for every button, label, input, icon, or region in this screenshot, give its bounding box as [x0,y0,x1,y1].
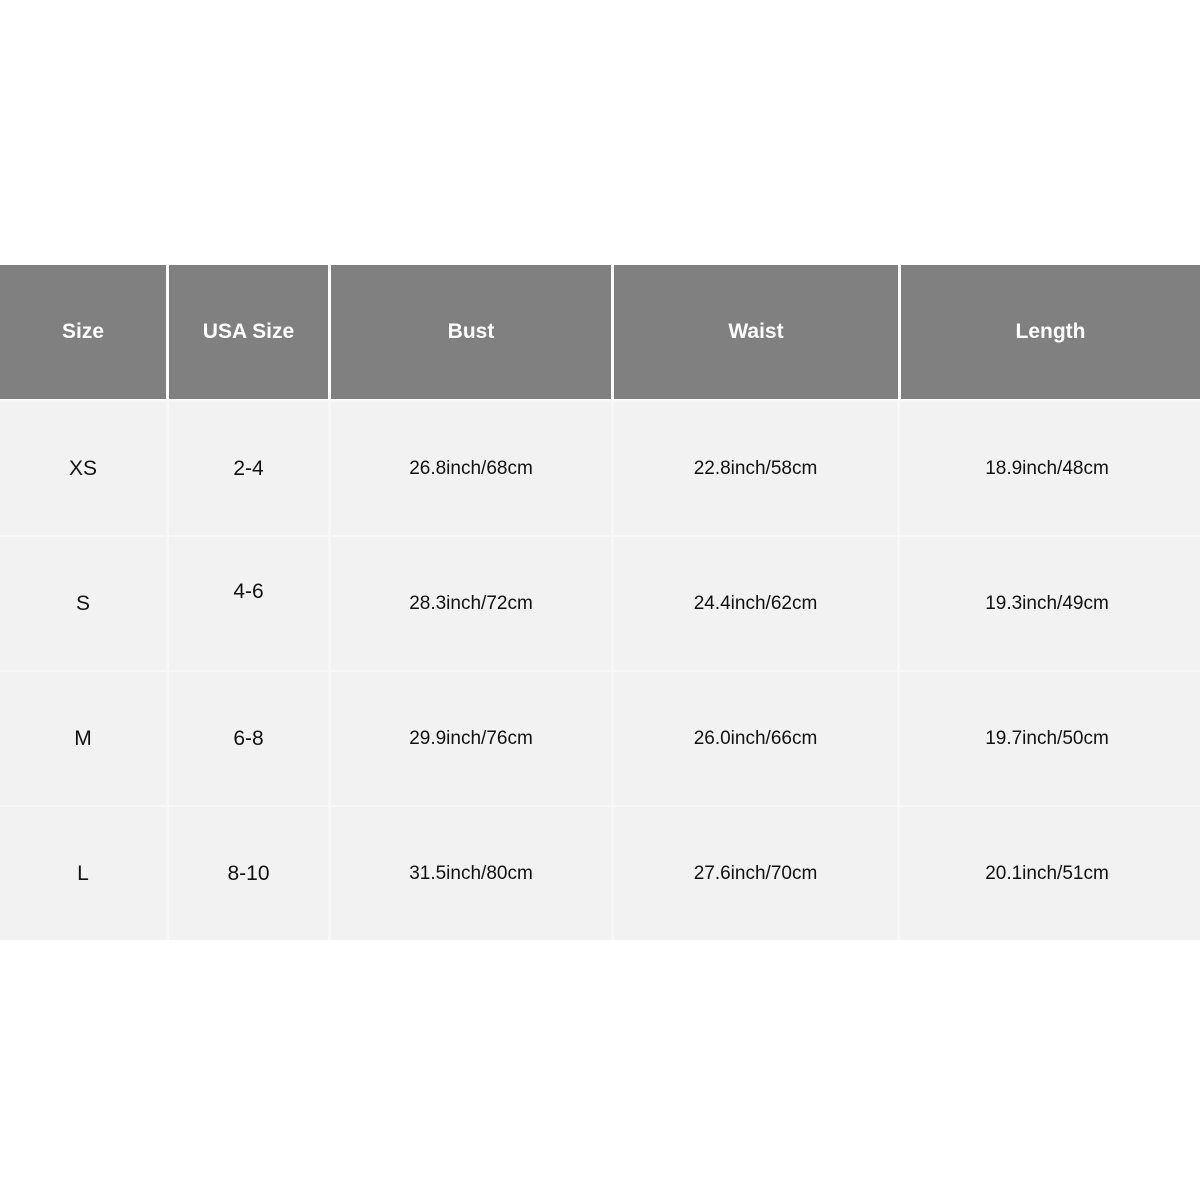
waist-cell [611,672,897,805]
waist-value: 27.6inch/70cm [693,862,818,884]
bust-value: 28.3inch/72cm [409,592,533,614]
table-row [0,805,1200,940]
waist-cell [611,537,897,670]
table-row [0,400,1200,535]
size-value: S [75,591,90,615]
usa-size-cell [166,672,328,805]
size-value: L [77,861,89,885]
waist-value: 24.4inch/62cm [693,592,818,614]
usa-size-value: 8-10 [227,861,270,885]
column-header-usa-size: USA Size [169,265,328,399]
length-cell [897,672,1194,805]
length-cell [897,537,1194,670]
length-value: 18.9inch/48cm [985,457,1109,479]
waist-cell [611,402,897,535]
size-cell [0,807,166,940]
column-header-waist: Waist [614,265,898,399]
bust-value: 31.5inch/80cm [409,862,533,884]
length-value: 20.1inch/51cm [985,862,1109,884]
bust-cell [328,672,611,805]
bust-cell [328,807,611,940]
length-value: 19.3inch/49cm [985,592,1109,614]
length-value: 19.7inch/50cm [985,727,1109,749]
size-cell [0,672,166,805]
usa-size-value: 2-4 [233,456,264,480]
bust-cell [328,402,611,535]
bust-cell [328,537,611,670]
size-cell [0,402,166,535]
bust-value: 29.9inch/76cm [409,727,533,749]
bust-value: 26.8inch/68cm [409,457,533,479]
usa-size-cell [166,807,328,940]
table-row [0,670,1200,805]
length-cell [897,807,1194,940]
size-value: XS [68,456,97,480]
size-chart-table [0,263,1200,940]
usa-size-value: 4-6 [233,579,264,603]
size-cell [0,537,166,670]
waist-cell [611,807,897,940]
usa-size-cell [166,402,328,535]
column-header-bust: Bust [331,265,611,399]
size-value: M [74,726,92,750]
usa-size-cell [166,537,328,670]
column-header-length: Length [901,265,1200,399]
length-cell [897,402,1194,535]
column-header-size: Size [0,265,166,399]
table-header-row [0,263,1200,400]
usa-size-value: 6-8 [233,726,264,750]
waist-value: 22.8inch/58cm [693,457,818,479]
waist-value: 26.0inch/66cm [693,727,818,749]
table-row [0,535,1200,670]
